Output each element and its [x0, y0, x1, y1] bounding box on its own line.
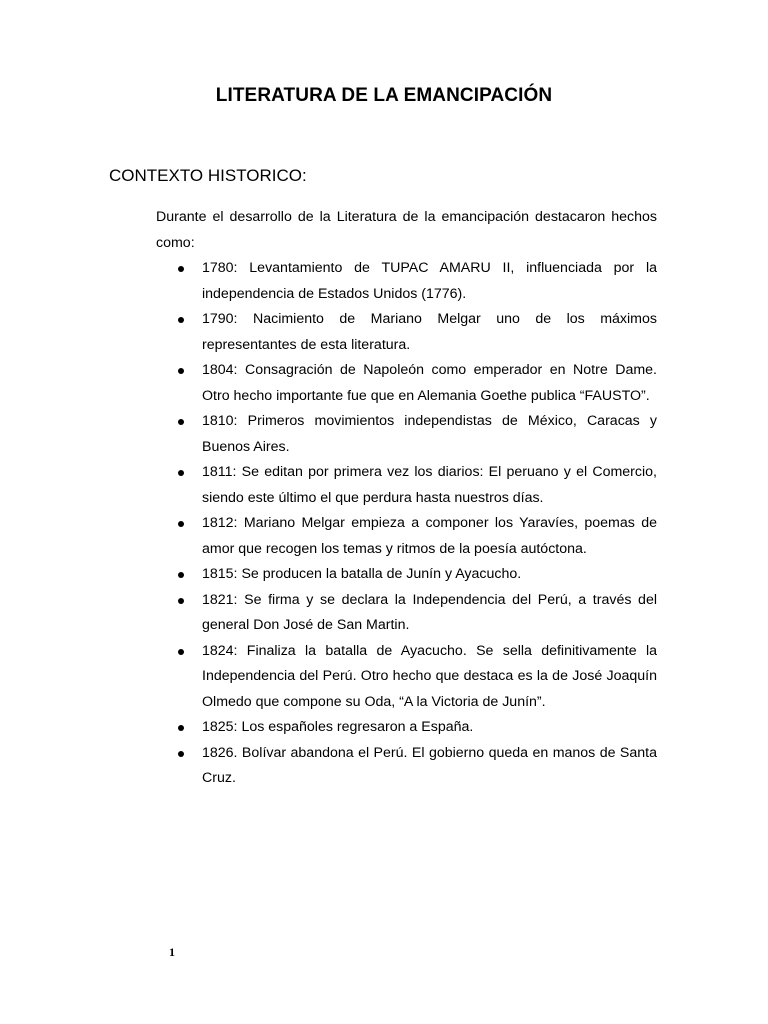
bullet-icon — [178, 725, 184, 731]
event-text: 1826. Bolívar abandona el Perú. El gobierno queda en manos de Santa Cruz. — [202, 744, 657, 786]
event-text: 1780: Levantamiento de TUPAC AMARU II, influenciada por la independencia de Estados Unidos (1776). — [202, 260, 657, 302]
bullet-icon — [178, 368, 184, 374]
list-item — [156, 409, 657, 460]
list-item — [156, 562, 657, 588]
list-item — [156, 307, 657, 358]
bullet-icon — [178, 317, 184, 323]
event-text: 1821: Se firma y se declara la Independencia del Perú, a través del general Don José de San Martin. — [202, 591, 657, 633]
page-number: 1 — [169, 945, 175, 959]
section-heading: CONTEXTO HISTORICO: — [109, 166, 307, 185]
event-text: 1825: Los españoles regresaron a España. — [202, 719, 474, 735]
bullet-icon — [178, 649, 184, 655]
event-text: 1790: Nacimiento de Mariano Melgar uno de los máximos representantes de esta literatura. — [202, 311, 657, 353]
event-text: 1824: Finaliza la batalla de Ayacucho. Se sella definitivamente la Independencia del Perú. Otro hecho que destaca es la de José Joaquín Olmedo que compone su Oda, “A la Victoria de Junín”. — [202, 642, 657, 710]
event-text: 1804: Consagración de Napoleón como emperador en Notre Dame. Otro hecho importante fue que en Alemania Goethe publica “FAUSTO”. — [202, 362, 657, 404]
event-text: 1811: Se editan por primera vez los diarios: El peruano y el Comercio, siendo este último el que perdura hasta nuestros días. — [202, 464, 657, 506]
bullet-icon — [178, 572, 184, 578]
bullet-icon — [178, 521, 184, 527]
intro-paragraph: Durante el desarrollo de la Literatura de la emancipación destacaron hechos como: — [156, 209, 657, 251]
bullet-icon — [178, 470, 184, 476]
list-item — [156, 741, 657, 792]
bullet-icon — [178, 419, 184, 425]
list-item — [156, 639, 657, 716]
list-item — [156, 460, 657, 511]
event-text: 1812: Mariano Melgar empieza a componer los Yaravíes, poemas de amor que recogen los temas y ritmos de la poesía autóctona. — [202, 515, 657, 557]
bullet-icon — [178, 598, 184, 604]
list-item — [156, 715, 657, 741]
event-text: 1815: Se producen la batalla de Junín y Ayacucho. — [202, 566, 522, 582]
bullet-icon — [178, 266, 184, 272]
list-item — [156, 511, 657, 562]
list-item — [156, 256, 657, 307]
document-title: LITERATURA DE LA EMANCIPACIÓN — [215, 85, 553, 106]
bullet-icon — [178, 751, 184, 757]
list-item — [156, 358, 657, 409]
list-item — [156, 588, 657, 639]
event-list — [156, 256, 657, 792]
event-text: 1810: Primeros movimientos independistas de México, Caracas y Buenos Aires. — [202, 413, 657, 455]
